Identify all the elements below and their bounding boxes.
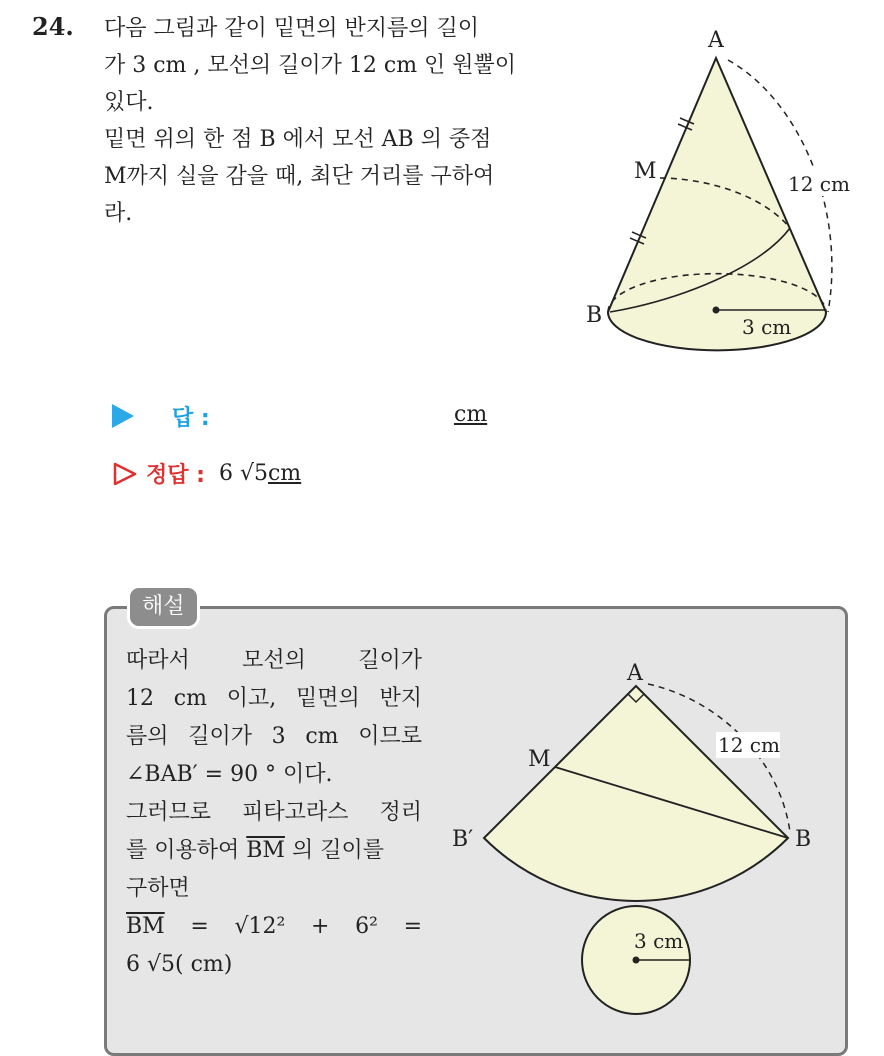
segment-bm: $\overline{BM}$ xyxy=(126,914,165,939)
explanation-line: ∠BAB′ = 90 ° 이다. xyxy=(126,762,333,787)
root-expression: √12² + 6² xyxy=(234,914,378,939)
slant-label: 12 cm xyxy=(788,172,850,196)
explanation-line xyxy=(126,832,422,870)
explanation-line: 12 cm 이고, 밑면의 반지 xyxy=(126,686,422,711)
question-line: 가 3 cm , 모선의 길이가 12 cm 인 원뿔이 xyxy=(104,53,517,78)
explanation-tab: 해설 xyxy=(127,585,200,629)
answer-label: 답 : xyxy=(172,405,210,431)
cone-figure xyxy=(570,20,860,360)
explanation-line: 따라서 모선의 길이가 xyxy=(126,648,422,673)
net-figure xyxy=(440,650,830,1030)
center-point xyxy=(713,307,720,314)
question-line: 라. xyxy=(104,201,133,226)
explanation-line: 그러므로 피타고라스 정리 xyxy=(126,800,422,825)
answer-unit: cm xyxy=(454,402,488,427)
explanation-text xyxy=(126,642,422,984)
correct-unit: cm xyxy=(267,461,302,486)
label-b: B xyxy=(586,303,603,328)
sector xyxy=(484,686,788,901)
label-a: A xyxy=(627,661,643,686)
correct-answer-row xyxy=(112,458,301,489)
radius-label: 3 cm xyxy=(742,315,792,339)
outline-play-icon xyxy=(112,461,138,487)
correct-root: √5 xyxy=(239,461,268,486)
label-m: M xyxy=(528,747,551,772)
answer-row xyxy=(112,396,210,436)
label-b: B xyxy=(795,827,812,852)
label-m: M xyxy=(634,159,657,184)
slant-label: 12 cm xyxy=(718,733,780,757)
text-segment: 의 길이를 xyxy=(284,838,384,863)
correct-number: 6 xyxy=(218,461,233,486)
center-point xyxy=(633,957,640,964)
explanation-line: 6 √5( cm) xyxy=(126,952,233,977)
explanation-line: 구하면 xyxy=(126,876,190,901)
segment-bm: $\overline{BM}$ xyxy=(246,838,285,863)
correct-value xyxy=(219,461,301,486)
label-b-prime: B′ xyxy=(452,827,474,852)
question-text xyxy=(104,10,564,232)
equals-sign: = xyxy=(403,914,422,939)
question-line: 밑면 위의 한 점 B 에서 모선 AB 의 중점 xyxy=(104,127,492,152)
explanation-equation xyxy=(126,908,422,946)
question-line: M까지 실을 감을 때, 최단 거리를 구하여 xyxy=(104,164,495,189)
label-a: A xyxy=(708,28,724,53)
text-segment: 를 이용하여 xyxy=(126,838,247,863)
question-number: 24. xyxy=(32,12,74,41)
question-line: 다음 그림과 같이 밑면의 반지름의 길이 xyxy=(104,16,479,41)
equals-sign: = xyxy=(190,914,209,939)
play-icon xyxy=(112,404,134,428)
correct-label: 정답 : xyxy=(146,463,205,488)
explanation-line: 름의 길이가 3 cm 이므로 xyxy=(126,724,422,749)
radius-label: 3 cm xyxy=(634,929,684,953)
question-line: 있다. xyxy=(104,90,154,115)
